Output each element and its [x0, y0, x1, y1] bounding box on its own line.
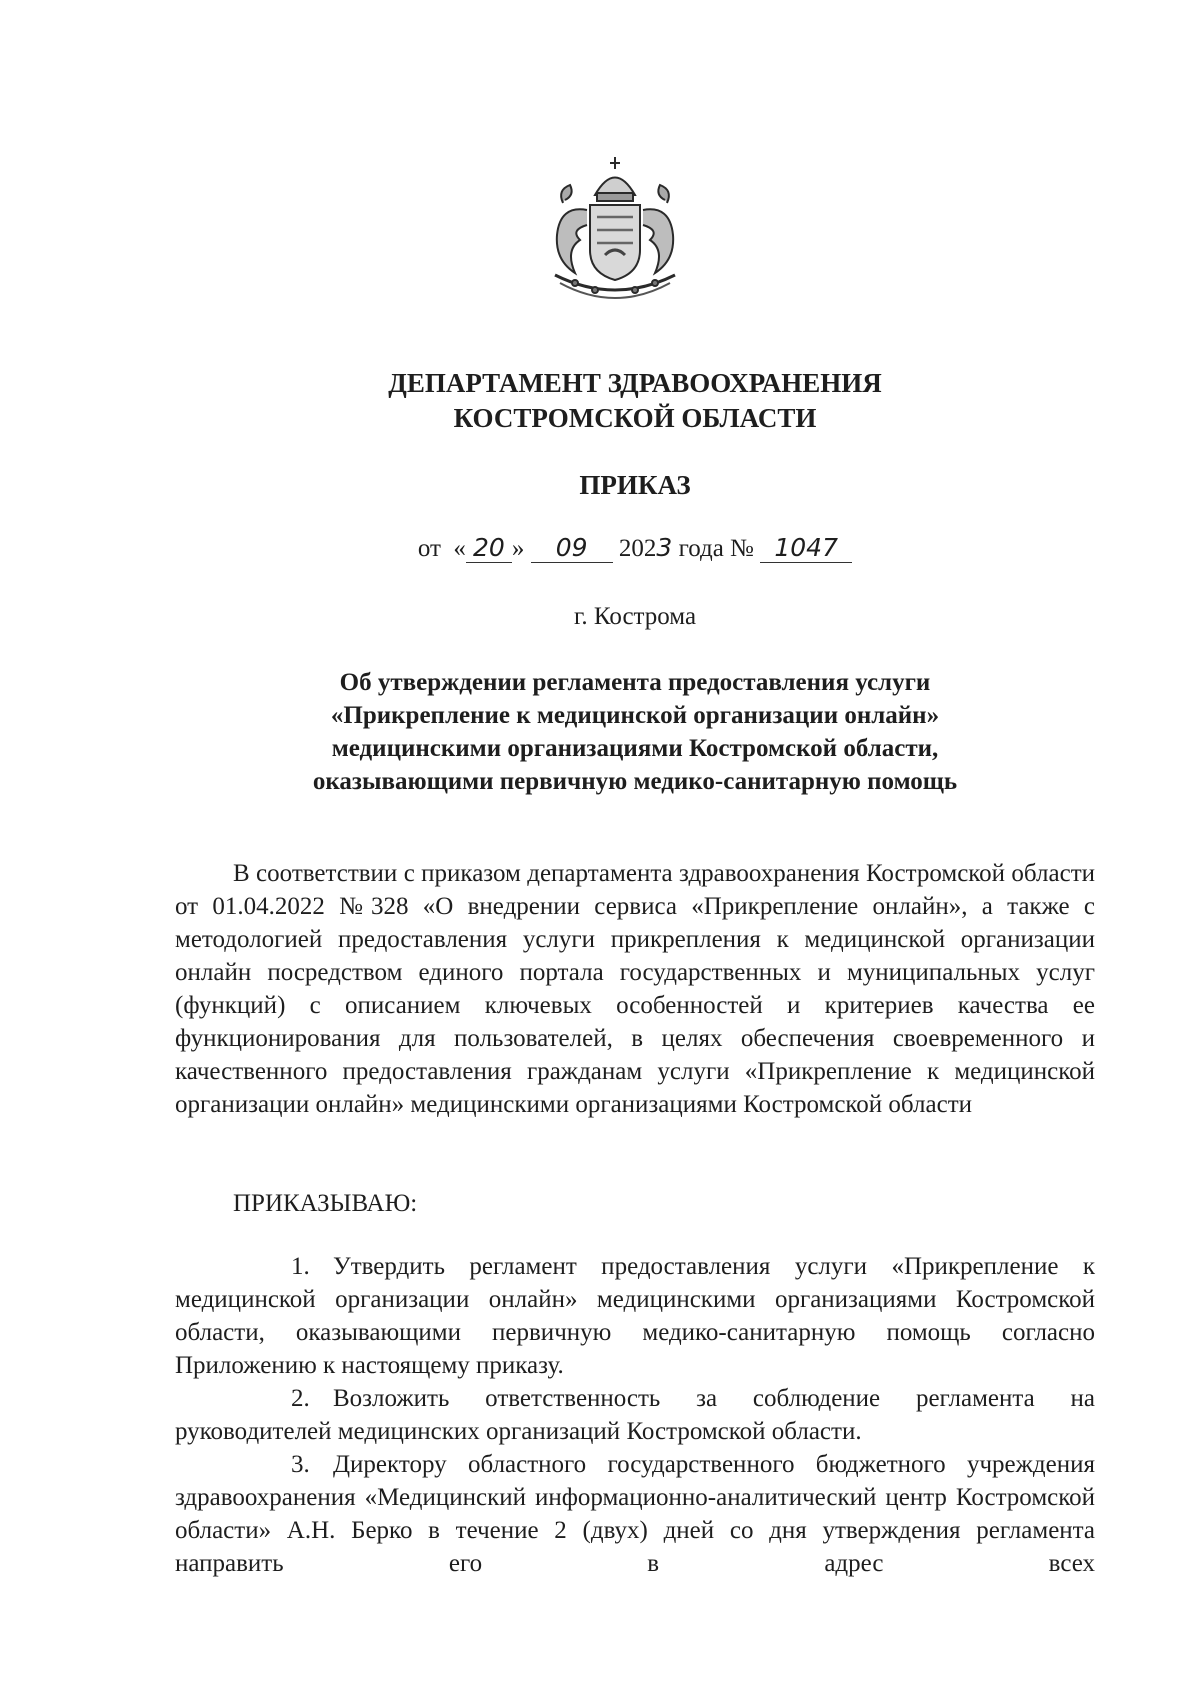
kostroma-coat-of-arms-icon — [535, 155, 695, 305]
subject-line-4: оказывающими первичную медико-санитарную помощь — [312, 768, 958, 795]
subject-line-1: Об утверждении регламента предоставления услуги — [339, 669, 931, 696]
close-quote: » — [511, 535, 525, 562]
order-subject — [175, 666, 1095, 798]
item-text: Утвердить регламент предоставления услуги «Прикрепление к медицинской организации онлайн» медицинскими организациями Костромской области, оказывающими первичную медико-санитарную помощь согласно Приложению к настоящему приказу. — [175, 1253, 1095, 1379]
list-item — [175, 1382, 1095, 1448]
date-prefix: от — [417, 535, 441, 562]
order-items — [175, 1250, 1095, 1580]
item-text: Директору областного государственного бюджетного учреждения здравоохранения «Медицинский информационно-аналитический центр Костромской области» А.Н. Берко в течение 2 (двух) дней со дня утверждения регламента направить его в адрес всех — [175, 1451, 1095, 1577]
orders-word: ПРИКАЗЫВАЮ: — [233, 1190, 418, 1217]
open-quote: « — [453, 535, 466, 562]
department-line-1: ДЕПАРТАМЕНТ ЗДРАВООХРАНЕНИЯ — [388, 368, 882, 398]
item-number: 3. — [291, 1451, 310, 1478]
intro-paragraph: В соответствии с приказом департамента здравоохранения Костромской области от 01.04.2022 №328 «О внедрении сервиса «Прикрепление онлайн», а также с методологией предоставления услуги прикрепления к медицинской организации онлайн посредством единого портала государственных и муниципальных услуг (функций) с описанием ключевых особенностей и критериев качества ее функционирования для пользователей, в целях обеспечения своевременного и качественного предоставления гражданам услуги «Прикрепление к медицинской организации онлайн» медицинскими организациями Костромской области — [175, 860, 1095, 1118]
list-item — [175, 1448, 1095, 1580]
city: г. Кострома — [573, 603, 697, 630]
order-day: 20 — [466, 533, 512, 563]
year-digit: 3 — [656, 533, 673, 562]
subject-line-2: «Прикрепление к медицинской организации онлайн» — [330, 702, 940, 729]
year-prefix: 202 — [618, 535, 657, 562]
list-item — [175, 1250, 1095, 1382]
department-line-2: КОСТРОМСКОЙ ОБЛАСТИ — [453, 403, 817, 433]
order-date-number — [175, 533, 1095, 563]
year-suffix: года № — [678, 535, 754, 562]
order-month: 09 — [531, 533, 613, 563]
document-type: ПРИКАЗ — [579, 470, 691, 500]
order-number: 1047 — [760, 533, 852, 563]
department-name — [175, 366, 1095, 436]
item-number: 2. — [291, 1385, 310, 1412]
item-number: 1. — [291, 1253, 310, 1280]
item-text: Возложить ответственность за соблюдение регламента на руководителей медицинских организаций Костромской области. — [175, 1385, 1095, 1445]
subject-line-3: медицинскими организациями Костромской области, — [331, 735, 939, 762]
